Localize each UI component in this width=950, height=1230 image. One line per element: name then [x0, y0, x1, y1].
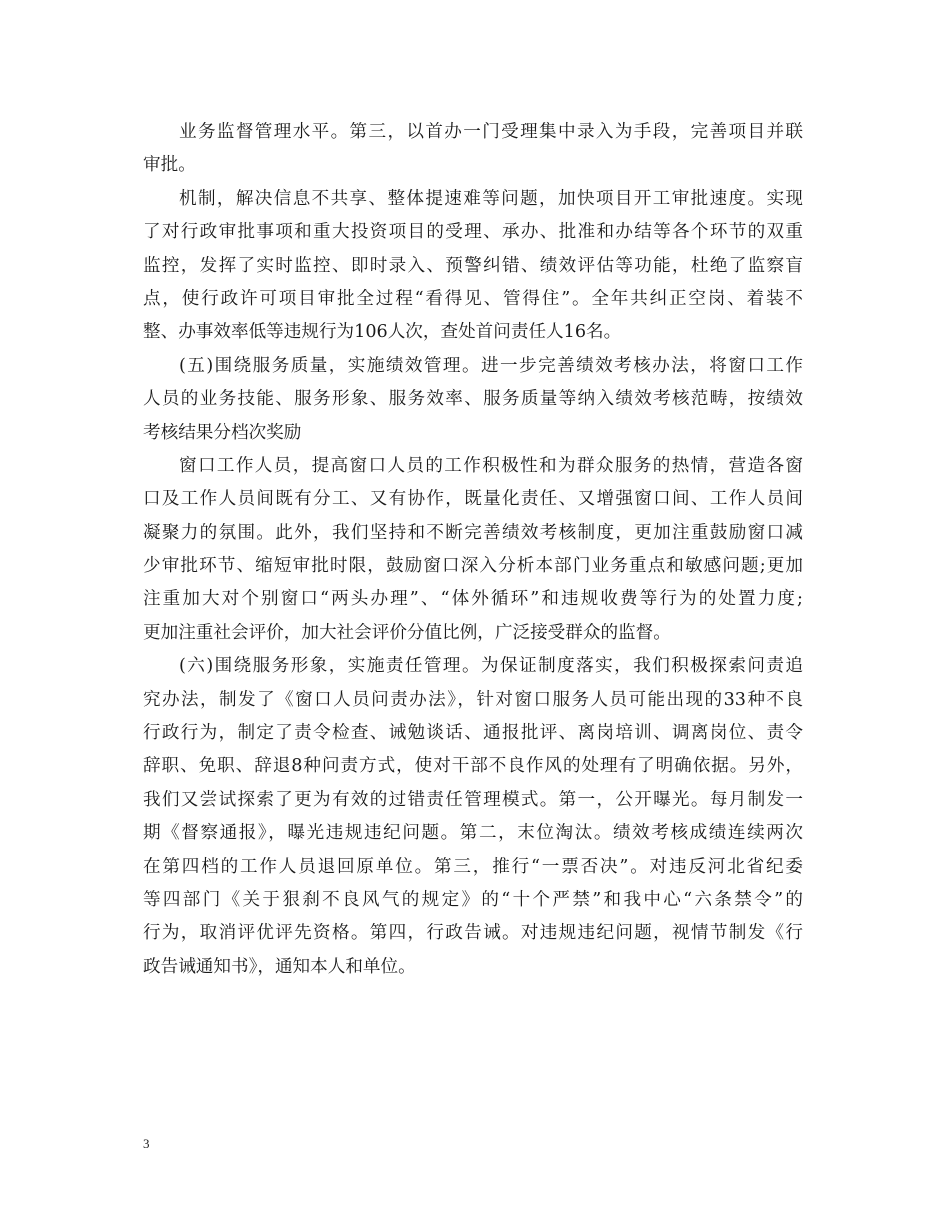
paragraph-2-line-4: 点，使行政许可项目审批全过程“看得见、管得住”。全年共纠正空岗、着装不 — [143, 288, 803, 309]
paragraph-5-line-6: 期《督察通报》，曝光违规违纪问题。第二，末位淘汰。绩效考核成绩连续两次 — [143, 823, 803, 844]
paragraph-5-line-8: 等四部门《关于狠刹不良风气的规定》的“十个严禁”和我中心“六条禁令”的 — [143, 889, 803, 910]
paragraph-4-line-3: 凝聚力的氛围。此外，我们坚持和不断完善绩效考核制度，更加注重鼓励窗口减 — [143, 522, 803, 543]
paragraph-4-line-6: 更加注重社会评价，加大社会评价分值比例，广泛接受群众的监督。 — [143, 622, 671, 643]
paragraph-5-line-7: 在第四档的工作人员退回原单位。第三，推行“一票否决”。对违反河北省纪委 — [143, 856, 803, 877]
paragraph-2-line-5: 整、办事效率低等违规行为106人次，查处首问责任人16名。 — [143, 322, 622, 343]
paragraph-3-line-1: (五)围绕服务质量，实施绩效管理。进一步完善绩效考核办法，将窗口工作 — [179, 355, 803, 376]
document-body — [143, 116, 803, 984]
paragraph-5-line-10: 政告诫通知书》，通知本人和单位。 — [143, 956, 416, 977]
paragraph-1-line-1: 业务监督管理水平。第三，以首办一门受理集中录入为手段，完善项目并联 — [179, 122, 803, 142]
paragraph-5-line-4: 辞职、免职、辞退8种问责方式，使对干部不良作风的处理有了明确依据。另外， — [143, 756, 803, 777]
paragraph-5-line-9: 行为，取消评优评先资格。第四，行政告诫。对违规违纪问题，视情节制发《行 — [143, 923, 803, 944]
paragraph-5-line-5: 我们又尝试探索了更为有效的过错责任管理模式。第一，公开曝光。每月制发一 — [143, 789, 803, 810]
paragraph-5-line-3: 行政行为，制定了责令检查、诫勉谈话、通报批评、离岗培训、调离岗位、责令 — [143, 723, 803, 744]
paragraph-2-line-2: 了对行政审批事项和重大投资项目的受理、承办、批准和办结等各个环节的双重 — [143, 222, 803, 243]
paragraph-4-line-4: 少审批环节、缩短审批时限，鼓励窗口深入分析本部门业务重点和敏感问题;更加 — [143, 556, 803, 577]
paragraph-2-line-1: 机制，解决信息不共享、整体提速难等问题，加快项目开工审批速度。实现 — [179, 188, 803, 209]
paragraph-5-line-2: 究办法，制发了《窗口人员问责办法》，针对窗口服务人员可能出现的33种不良 — [143, 689, 803, 710]
paragraph-4-line-5: 注重加大对个别窗口“两头办理”、“体外循环”和违规收费等行为的处置力度; — [143, 589, 803, 610]
paragraph-1-line-2: 审批。 — [143, 155, 196, 176]
paragraph-2-line-3: 监控，发挥了实时监控、即时录入、预警纠错、绩效评估等功能，杜绝了监察盲 — [143, 255, 803, 276]
paragraph-3-line-2: 人员的业务技能、服务形象、服务效率、服务质量等纳入绩效考核范畴，按绩效 — [143, 389, 803, 410]
page-number: 3 — [143, 1136, 150, 1151]
paragraph-4-line-2: 口及工作人员间既有分工、又有协作，既量化责任、又增强窗口间、工作人员间 — [143, 489, 803, 510]
paragraph-3-line-3: 考核结果分档次奖励 — [143, 422, 302, 443]
paragraph-4-line-1: 窗口工作人员，提高窗口人员的工作积极性和为群众服务的热情，营造各窗 — [179, 455, 803, 476]
paragraph-5-line-1: (六)围绕服务形象，实施责任管理。为保证制度落实，我们积极探索问责追 — [179, 656, 803, 677]
